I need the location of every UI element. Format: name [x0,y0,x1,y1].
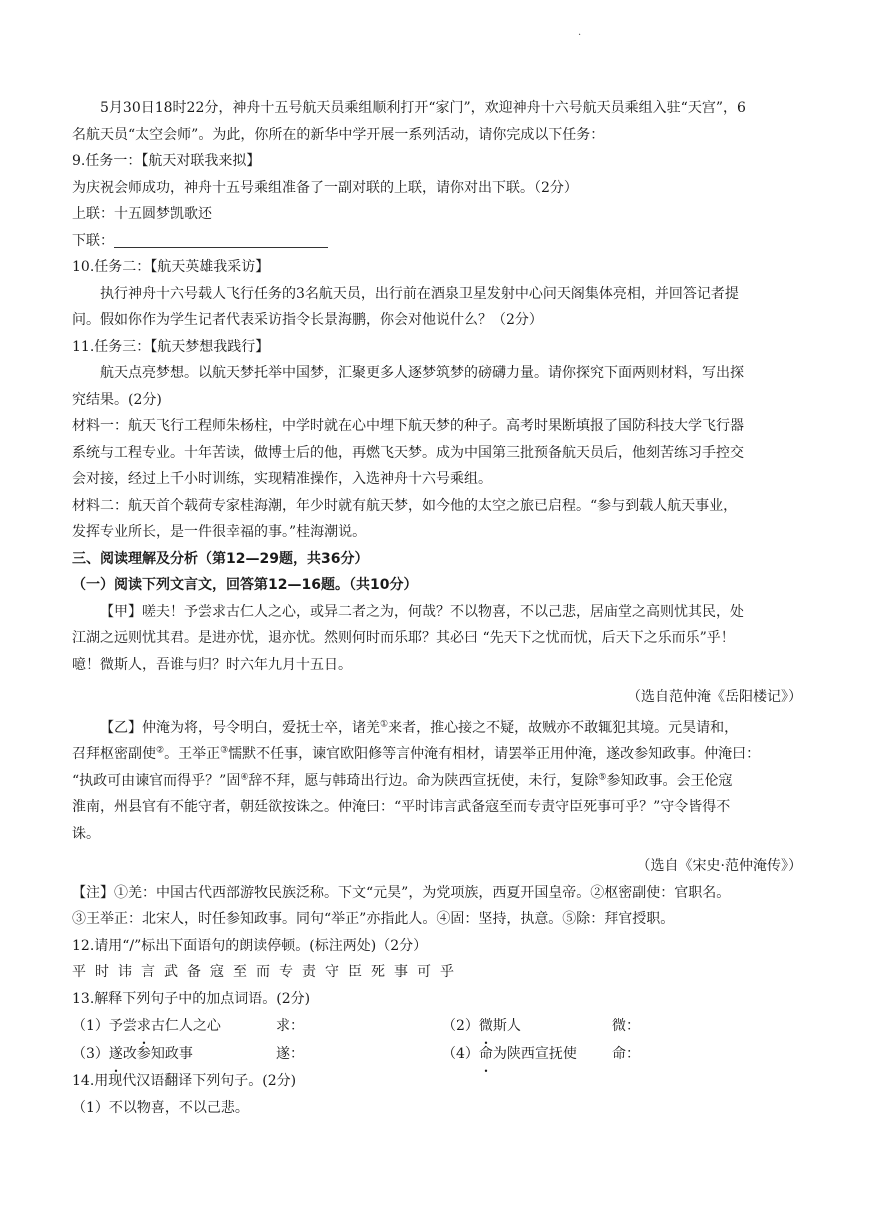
jia-line-1: 【甲】嗟夫！予尝求古仁人之心，或异二者之为，何哉？不以物喜，不以己悲，居庙堂之高则忧其民，处 [100,603,744,620]
item-text: 古仁人之心 [150,1018,221,1034]
item-number: （1） [72,1018,109,1034]
item-number: （3） [72,1046,109,1062]
dotted-word: 求 [136,1018,151,1034]
yi-source: （选自《宋史·范仲淹传》） [636,858,802,874]
q9-answer-blank[interactable] [114,231,328,248]
dotted-word: 遂 [108,1046,123,1062]
yi-text: 懦默不任事，谏官欧阳修等言仲淹有相材，请罢举正用仲淹，遂改参知政事。仲淹曰： [228,746,761,762]
q13-answer-4[interactable]: 命： [612,1046,640,1062]
item-text: 予尝 [108,1018,137,1034]
q13-item-2 [442,1012,612,1040]
yi-line-4: 淮南，州县官有不能守者，朝廷欲按诛之。仲淹曰：“平时讳言武备寇至而专责守臣死事可乎？”守令皆得不 [72,799,731,815]
yi-line-5: 诛。 [72,825,100,842]
q11-line-2: 究结果。(2分) [72,391,162,408]
q9-lower-couplet [72,228,802,255]
q11-title: 11.任务三：【航天梦想我践行】 [72,338,270,355]
yi-text: 参知政事。会王伦寇 [606,772,733,789]
yi-text: 辞不拜，愿与韩琦出行边。命为陕西宣抚使，未行，复除 [248,772,599,789]
yi-line-1 [72,715,802,742]
notes-line-2: ③王举正：北宋人，时任参知政事。同句“举正”亦指此人。④固：坚持，执意。⑤除：拜官授职。 [72,911,675,927]
item-text: 为陕西宣抚使 [492,1046,577,1062]
yi-text: 【乙】仲淹为将，号令明白，爱抚士卒，诸羌 [100,719,380,736]
note-ref-5: ⑤ [598,771,607,782]
q9-title: 9.任务一：【航天对联我来拟】 [72,153,261,169]
jia-source: （选自范仲淹《岳阳楼记》） [627,689,802,705]
exam-content [72,95,802,1121]
header-mark: · [578,30,582,41]
q13-row-2 [72,1040,802,1068]
q10-line-2: 问。假如你作为学生记者代表采访指令长景海鹏，你会对他说什么？（2分） [72,312,543,328]
note-ref-4: ④ [240,771,249,782]
q13-item-1 [72,1012,276,1040]
dotted-word: 微 [478,1018,493,1034]
q12-title: 12.请用“/”标出下面语句的朗读停顿。(标注两处)（2分） [72,937,428,954]
q13-title: 13.解释下列句子中的加点词语。(2分) [72,990,311,1007]
item-number: （4） [442,1046,479,1062]
item-text: 斯人 [492,1018,521,1034]
material-2-line-2: 发挥专业所长，是一件很幸福的事。”桂海潮说。 [72,524,367,540]
q13-answer-1[interactable]: 求： [276,1018,304,1034]
yi-text: 来者，推心接之不疑，故贼亦不敢辄犯其境。元昊请和， [388,719,739,736]
q13-item-4 [442,1040,612,1068]
q13-answer-3[interactable]: 遂： [276,1046,304,1062]
material-1-line-2: 系统与工程专业。十年苦读，做博士后的他，再燃飞天梦。成为中国第三批预备航天员后，他刻苦练习手控交 [72,444,744,461]
material-2-line-1: 材料二：航天首个载荷专家桂海潮，年少时就有航天梦，如今他的太空之旅已启程。“参与到载人航天事业， [72,497,738,514]
note-ref-3: ③ [220,745,229,756]
intro-line-1: 5月30日18时22分，神舟十五号航天员乘组顺利打开“家门”，欢迎神舟十六号航天员乘组入驻“天宫”，6 [100,100,746,116]
subsection-1-heading: （一）阅读下列文言文，回答第12—16题。（共10分） [72,577,418,593]
intro-line-2: 名航天员“太空会师”。为此，你所在的新华中学开展一系列活动，请你完成以下任务： [72,126,605,143]
notes-line-1: 【注】①羌：中国古代西部游牧民族泛称。下文“元昊”，为党项族，西夏开国皇帝。②枢密副使：官职名。 [72,884,731,901]
yi-text: 。王举正 [164,746,221,762]
material-1-line-3: 会对接，经过上千小时训练，实现精准操作，入选神舟十六号乘组。 [72,471,492,487]
q14-item-1: （1）不以物喜，不以己悲。 [72,1099,249,1116]
note-ref-1: ① [380,718,389,729]
jia-line-3: 噫！微斯人，吾谁与归？时六年九月十五日。 [72,656,352,673]
note-ref-2: ② [156,745,165,756]
q13-answer-2[interactable]: 微： [612,1018,640,1034]
q13-item-3 [72,1040,276,1068]
q13-row-1 [72,1012,802,1040]
dotted-word: 命 [478,1046,493,1062]
q9-upper-couplet: 上联：十五圆梦凯歌还 [72,206,212,222]
q9-prompt: 为庆祝会师成功，神舟十五号乘组准备了一副对联的上联，请你对出下联。（2分） [72,179,578,196]
q10-title: 10.任务二：【航天英雄我采访】 [72,259,270,275]
item-text: 改参知政事 [122,1046,193,1062]
q14-title: 14.用现代汉语翻译下列句子。(2分) [72,1073,297,1089]
yi-text: 召拜枢密副使 [72,746,156,762]
q11-line-1: 航天点亮梦想。以航天梦托举中国梦，汇聚更多人逐梦筑梦的磅礴力量。请你探究下面两则材料，写出探 [100,365,744,381]
item-number: （2） [442,1018,479,1034]
yi-line-2 [72,741,802,768]
jia-line-2: 江湖之远则忧其君。是进亦忧，退亦忧。然则何时而乐耶？其必曰 “先天下之忧而忧，后天下之乐而乐”乎！ [72,630,735,646]
yi-line-3 [72,768,802,795]
q10-line-1: 执行神舟十六号载人飞行任务的3名航天员，出行前在酒泉卫星发射中心问天阁集体亮相，并回答记者提 [100,285,739,302]
yi-text: “执政可由谏官而得乎？”固 [72,772,241,789]
q9-lower-label: 下联： [72,232,114,249]
q12-sentence[interactable]: 平时讳言武备寇至而专责守臣死事可乎 [72,964,463,980]
section-3-heading: 三、阅读理解及分析（第12—29题，共36分） [72,550,369,567]
material-1-line-1: 材料一：航天飞行工程师朱杨柱，中学时就在心中埋下航天梦的种子。高考时果断填报了国防科技大学飞行器 [72,418,744,434]
